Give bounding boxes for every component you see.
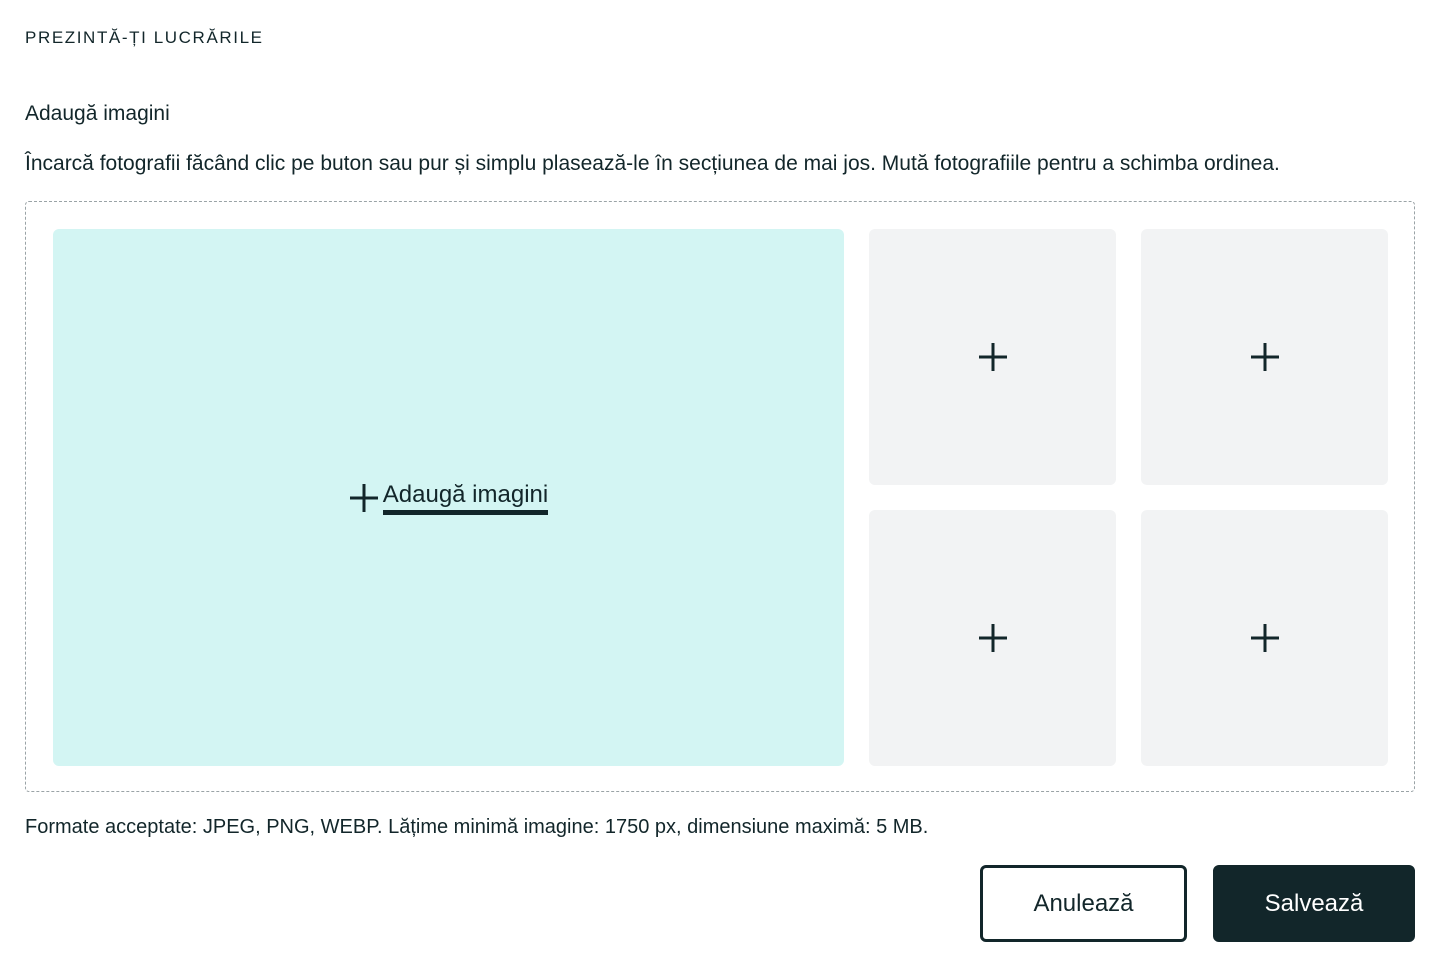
accepted-formats-note: Formate acceptate: JPEG, PNG, WEBP. Lățime minimă imagine: 1750 px, dimensiune maximă: 5 MB. — [25, 816, 929, 838]
add-images-button[interactable] — [349, 482, 548, 515]
plus-icon — [349, 483, 379, 513]
plus-icon — [1250, 623, 1280, 653]
image-slot-4[interactable] — [1141, 510, 1388, 766]
section-title: PREZINTĂ-ȚI LUCRĂRILE — [25, 28, 264, 47]
image-slot-2[interactable] — [1141, 229, 1388, 485]
subsection-title: Adaugă imagini — [25, 102, 170, 125]
add-images-label[interactable]: Adaugă imagini — [383, 482, 548, 515]
upload-description: Încarcă fotografii făcând clic pe buton sau pur și simplu plasează-le în secțiunea de mai jos. Mută fotografiile pentru a schimba ordinea. — [25, 152, 1280, 175]
image-slot-1[interactable] — [869, 229, 1116, 485]
plus-icon — [978, 623, 1008, 653]
cancel-button[interactable]: Anulează — [980, 865, 1187, 942]
image-dropzone[interactable] — [25, 201, 1415, 792]
plus-icon — [978, 342, 1008, 372]
plus-icon — [1250, 342, 1280, 372]
main-image-slot[interactable] — [53, 229, 844, 766]
image-slot-3[interactable] — [869, 510, 1116, 766]
save-button[interactable]: Salvează — [1213, 865, 1415, 942]
